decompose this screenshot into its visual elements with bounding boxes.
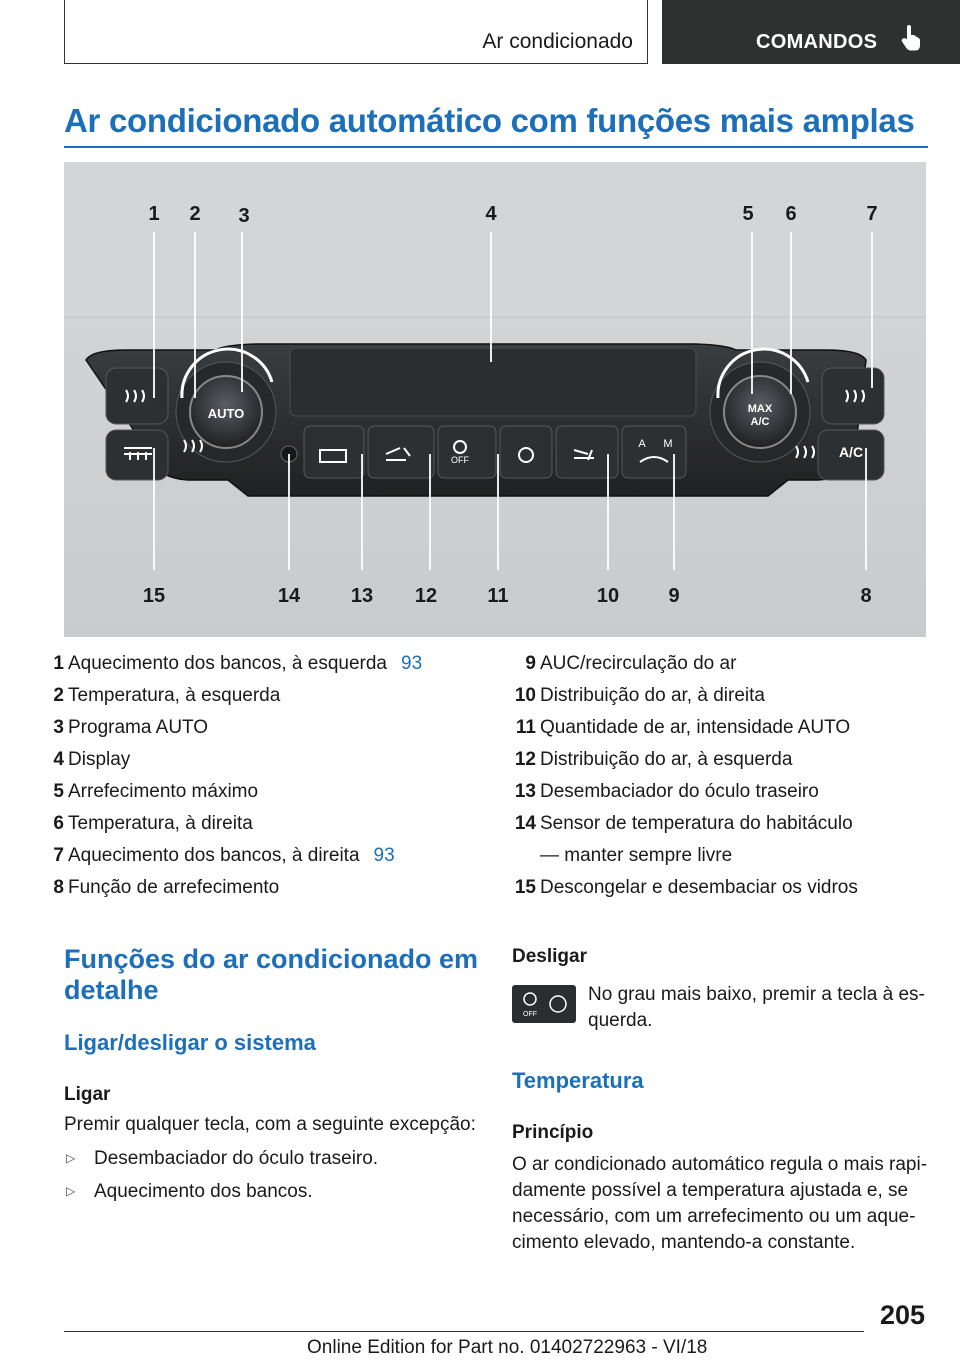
legend-number: 3 bbox=[53, 717, 64, 738]
callout-9: 9 bbox=[668, 585, 680, 607]
desligar-label: Desligar bbox=[512, 946, 587, 967]
callout-11: 11 bbox=[487, 585, 509, 607]
legend-number: 13 bbox=[514, 781, 536, 802]
exception-list bbox=[64, 1142, 378, 1208]
callout-4: 4 bbox=[485, 203, 497, 225]
page-title: Ar condicionado automático com funções mais amplas bbox=[64, 102, 915, 139]
header-chapter-title: COMANDOS bbox=[756, 31, 878, 53]
legend-number: 1 bbox=[53, 653, 64, 674]
legend-number: 6 bbox=[53, 813, 64, 834]
callout-5: 5 bbox=[742, 203, 754, 225]
legend-text: Aquecimento dos bancos, à direita bbox=[68, 845, 360, 866]
page-reference-link[interactable]: 93 bbox=[373, 845, 395, 866]
callout-8: 8 bbox=[860, 585, 872, 607]
legend-item bbox=[510, 648, 910, 680]
legend-item bbox=[510, 744, 910, 776]
legend-right bbox=[510, 648, 910, 904]
legend-number: 8 bbox=[53, 877, 64, 898]
legend-item bbox=[38, 808, 422, 840]
callout-3: 3 bbox=[238, 205, 250, 227]
list-item-text: Desembaciador do óculo traseiro. bbox=[94, 1148, 379, 1169]
callout-13: 13 bbox=[350, 585, 374, 607]
legend-text: Quantidade de ar, intensidade AUTO bbox=[540, 717, 851, 738]
legend-item bbox=[510, 712, 910, 744]
legend-item bbox=[38, 712, 422, 744]
legend-number: 11 bbox=[515, 717, 536, 738]
legend-number: 14 bbox=[514, 813, 536, 834]
legend-item bbox=[38, 744, 422, 776]
title-rule bbox=[64, 146, 928, 148]
list-item bbox=[64, 1175, 378, 1208]
auc-m-label: M bbox=[663, 438, 673, 450]
page-number: 205 bbox=[880, 1300, 926, 1330]
legend-text: Arrefecimento máximo bbox=[68, 781, 259, 802]
callout-14: 14 bbox=[277, 585, 301, 607]
legend-text: Temperatura, à direita bbox=[68, 813, 253, 834]
legend-item bbox=[38, 680, 422, 712]
off-button-label: OFF bbox=[451, 455, 469, 465]
legend-number: 7 bbox=[53, 845, 64, 866]
legend-item bbox=[510, 680, 910, 712]
legend-number: 12 bbox=[514, 749, 536, 770]
max-ac-label-1: MAX bbox=[747, 403, 773, 415]
legend-text: Sensor de temperatura do habitáculo — manter sempre livre bbox=[540, 813, 853, 866]
list-item-text: Aquecimento dos bancos. bbox=[94, 1181, 313, 1202]
ligar-label: Ligar bbox=[64, 1084, 111, 1105]
triangle-bullet-icon: ▷ bbox=[66, 1151, 76, 1165]
legend-text: Programa AUTO bbox=[68, 717, 209, 738]
legend-item bbox=[510, 808, 870, 872]
legend-text: Distribuição do ar, à esquerda bbox=[540, 749, 793, 770]
callout-10: 10 bbox=[596, 585, 620, 607]
climate-control-panel-figure bbox=[64, 162, 926, 637]
auc-a-label: A bbox=[638, 438, 646, 450]
legend-left bbox=[38, 648, 422, 904]
callout-15: 15 bbox=[142, 585, 166, 607]
triangle-bullet-icon: ▷ bbox=[66, 1184, 76, 1198]
legend-item bbox=[510, 776, 910, 808]
legend-number: 10 bbox=[514, 685, 536, 706]
callout-6: 6 bbox=[785, 203, 797, 225]
ligar-text: Premir qualquer tecla, com a seguinte excepção: bbox=[64, 1114, 476, 1135]
legend-item bbox=[38, 648, 422, 680]
legend-item bbox=[38, 776, 422, 808]
temperatura-heading: Temperatura bbox=[512, 1068, 644, 1093]
section-heading: Funções do ar condicionado em detalhe bbox=[64, 944, 479, 1005]
callout-7: 7 bbox=[866, 203, 878, 225]
legend-text: AUC/recirculação do ar bbox=[540, 653, 737, 674]
legend-text: Desembaciador do óculo traseiro bbox=[540, 781, 819, 802]
header-section-box bbox=[64, 0, 648, 64]
page-reference-link[interactable]: 93 bbox=[401, 653, 423, 674]
principio-label: Princípio bbox=[512, 1122, 594, 1143]
fan-off-button-icon bbox=[512, 985, 576, 1023]
legend-text: Distribuição do ar, à direita bbox=[540, 685, 765, 706]
fan-off-label: OFF bbox=[523, 1011, 537, 1018]
legend-text: Display bbox=[68, 749, 131, 770]
max-ac-label-2: A/C bbox=[750, 416, 770, 428]
desligar-text: No grau mais baixo, premir a tecla à es‐querda. bbox=[588, 984, 925, 1031]
legend-number: 4 bbox=[53, 749, 64, 770]
legend-item bbox=[38, 872, 422, 904]
footer-edition: Online Edition for Part no. 01402722963 - VI/18 bbox=[307, 1337, 708, 1358]
subsection-heading: Ligar/desligar o sistema bbox=[64, 1030, 316, 1055]
header-section-title: Ar condicionado bbox=[482, 30, 633, 53]
legend-number: 5 bbox=[53, 781, 64, 802]
callout-1: 1 bbox=[148, 203, 160, 225]
list-item bbox=[64, 1142, 378, 1175]
legend-number: 2 bbox=[53, 685, 64, 706]
auto-button-label: AUTO bbox=[207, 406, 245, 421]
legend-item bbox=[38, 840, 422, 872]
footer-rule bbox=[64, 1331, 864, 1332]
principio-text: O ar condicionado automático regula o mais rapi‐damente possível a temperatura ajustada e, se necessário, com um arrefecimento ou um aque‐cimento elevado, mantendo-a constante. bbox=[512, 1154, 928, 1253]
pointing-hand-icon bbox=[900, 24, 922, 52]
ac-button-label: A/C bbox=[838, 444, 864, 460]
legend-text: Descongelar e desembaciar os vidros bbox=[540, 877, 858, 898]
legend-number: 9 bbox=[525, 653, 536, 674]
header-chapter-box bbox=[662, 0, 960, 64]
legend-number: 15 bbox=[514, 877, 536, 898]
legend-text: Aquecimento dos bancos, à esquerda bbox=[68, 653, 387, 674]
callout-2: 2 bbox=[189, 203, 201, 225]
legend-item bbox=[510, 872, 910, 904]
callout-12: 12 bbox=[414, 585, 438, 607]
legend-text: Temperatura, à esquerda bbox=[68, 685, 281, 706]
legend-text: Função de arrefecimento bbox=[68, 877, 280, 898]
